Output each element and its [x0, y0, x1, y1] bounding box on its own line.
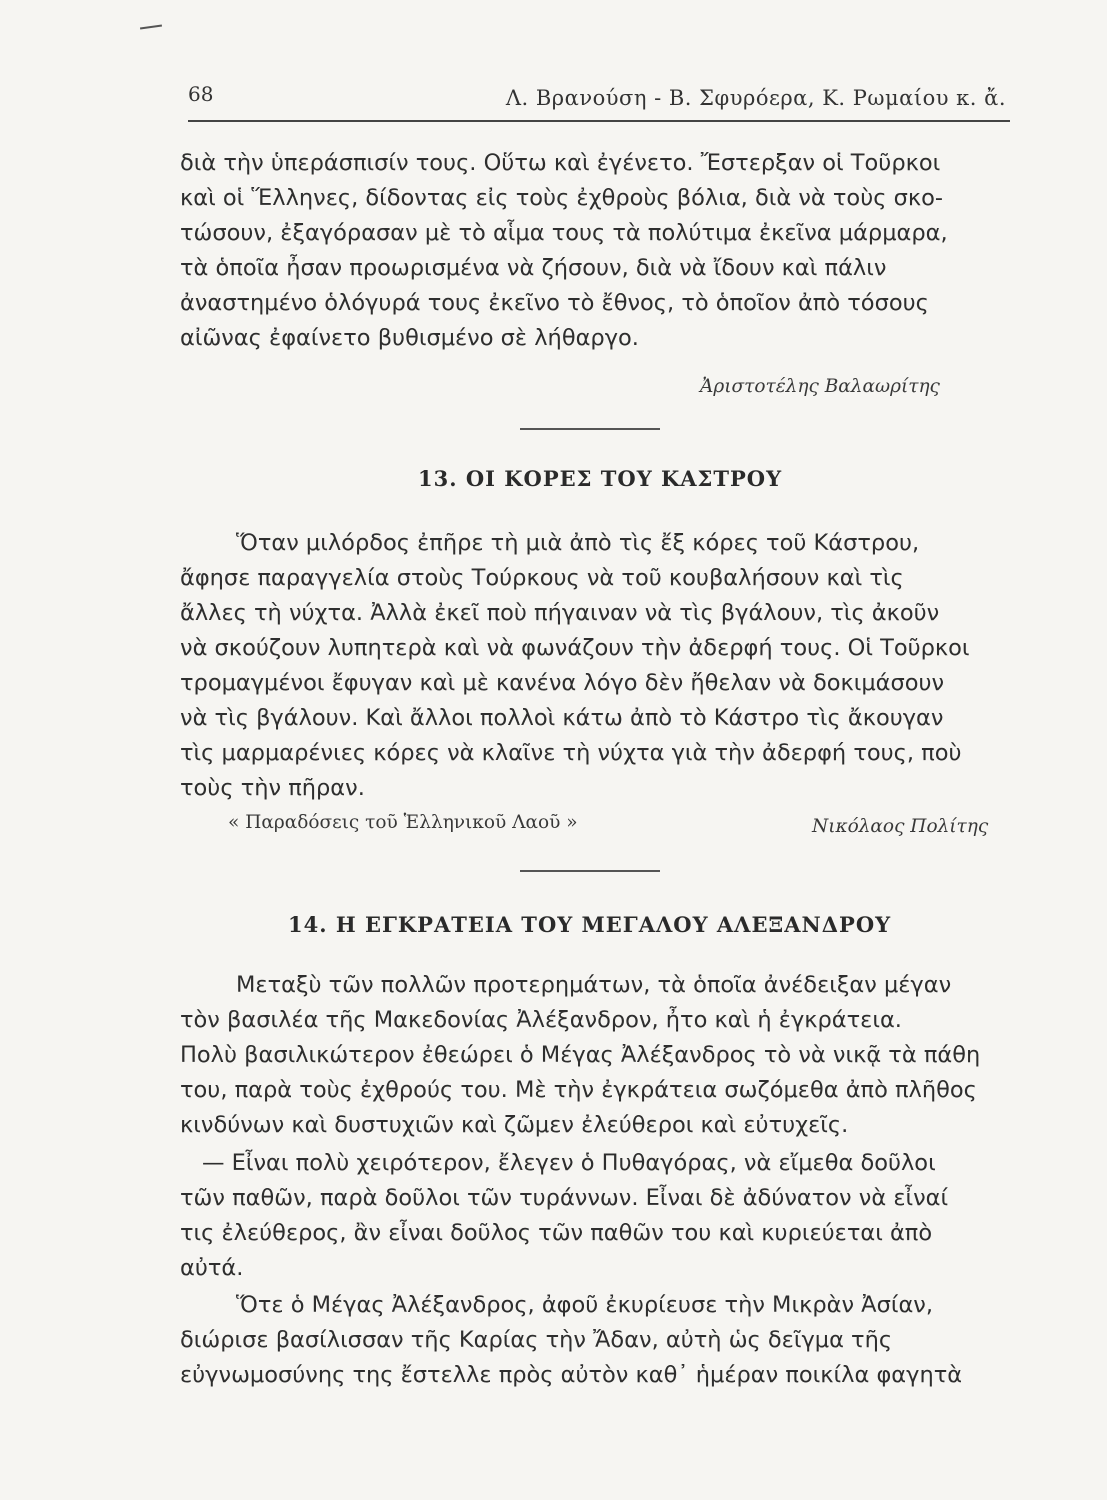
text-line: καὶ οἱ Ἕλληνες, δίδοντας εἰς τοὺς ἐχθροὺς βόλια, διὰ νὰ τοὺς σκο- [180, 185, 943, 211]
text-line: τὸν βασιλέα τῆς Μακεδονίας Ἀλέξανδρον, ἦτο καὶ ἡ ἐγκράτεια. [180, 1007, 902, 1033]
section-title: 14. Η ΕΓΚΡΑΤΕΙΑ ΤΟΥ ΜΕΓΑΛΟΥ ΑΛΕΞΑΝΔΡΟΥ [288, 912, 892, 937]
page-number: 68 [188, 82, 214, 106]
text-line: τώσουν, ἐξαγόρασαν μὲ τὸ αἷμα τους τὰ πολύτιμα ἐκεῖνα μάρμαρα, [180, 220, 948, 246]
section-divider [520, 870, 660, 872]
header-authors: Λ. Βρανούση - Β. Σφυρόερα, Κ. Ρωμαίου κ. ἄ. [505, 86, 1006, 110]
author-signature: Νικόλαος Πολίτης [812, 816, 989, 837]
text-line: αἰῶνας ἐφαίνετο βυθισμένο σὲ λήθαργο. [180, 325, 639, 351]
text-line: τὶς μαρμαρένιες κόρες νὰ κλαῖνε τὴ νύχτα γιὰ τὴν ἀδερφή τους, ποὺ [180, 740, 962, 766]
text-line: του, παρὰ τοὺς ἐχθρούς του. Μὲ τὴν ἐγκράτεια σωζόμεθα ἀπὸ πλῆθος [180, 1077, 977, 1103]
text-line: Μεταξὺ τῶν πολλῶν προτερημάτων, τὰ ὁποῖα ἀνέδειξαν μέγαν [236, 972, 952, 998]
running-header [188, 82, 1010, 122]
text-line: διώρισε βασίλισσαν τῆς Καρίας τὴν Ἄδαν, αὐτὴ ὡς δεῖγμα τῆς [180, 1327, 893, 1353]
text-line: τις ἐλεύθερος, ἂν εἶναι δοῦλος τῶν παθῶν του καὶ κυριεύεται ἀπὸ [180, 1220, 933, 1246]
text-line: ἄφησε παραγγελία στοὺς Τούρκους νὰ τοῦ κουβαλήσουν καὶ τὶς [180, 565, 904, 591]
text-line: νὰ σκούζουν λυπητερὰ καὶ νὰ φωνάζουν τὴν ἀδερφή τους. Οἱ Τοῦρκοι [180, 635, 970, 661]
source-note: « Παραδόσεις τοῦ Ἑλληνικοῦ Λαοῦ » [228, 812, 578, 833]
author-signature: Ἀριστοτέλης Βαλαωρίτης [700, 376, 940, 397]
text-line: τοὺς τὴν πῆραν. [180, 775, 365, 801]
text-line: Ὅταν μιλόρδος ἐπῆρε τὴ μιὰ ἀπὸ τὶς ἔξ κόρες τοῦ Κάστρου, [236, 530, 920, 556]
text-line: τὰ ὁποῖα ἦσαν προωρισμένα νὰ ζήσουν, διὰ νὰ ἴδουν καὶ πάλιν [180, 255, 887, 281]
text-line: αὐτά. [180, 1255, 244, 1281]
section-divider [520, 428, 660, 430]
text-line: εὐγνωμοσύνης της ἔστελλε πρὸς αὐτὸν καθ᾽ ἡμέραν ποικίλα φαγητὰ [180, 1362, 963, 1388]
text-line: τρομαγμένοι ἔφυγαν καὶ μὲ κανένα λόγο δὲν ἤθελαν νὰ δοκιμάσουν [180, 670, 945, 696]
text-line: — Εἶναι πολὺ χειρότερον, ἔλεγεν ὁ Πυθαγόρας, νὰ εἴμεθα δοῦλοι [202, 1150, 936, 1176]
text-line: ἀναστημένο ὁλόγυρά τους ἐκεῖνο τὸ ἔθνος, τὸ ὁποῖον ἀπὸ τόσους [180, 290, 929, 316]
text-line: ἄλλες τὴ νύχτα. Ἀλλὰ ἐκεῖ ποὺ πήγαιναν νὰ τὶς βγάλουν, τὶς ἀκοῦν [180, 600, 940, 626]
text-line: κινδύνων καὶ δυστυχιῶν καὶ ζῶμεν ἐλεύθεροι καὶ εὐτυχεῖς. [180, 1112, 849, 1138]
text-line: νὰ τὶς βγάλουν. Καὶ ἄλλοι πολλοὶ κάτω ἀπὸ τὸ Κάστρο τὶς ἄκουγαν [180, 705, 944, 731]
header-rule [188, 120, 1010, 122]
text-line: Πολὺ βασιλικώτερον ἐθεώρει ὁ Μέγας Ἀλέξανδρος τὸ νὰ νικᾷ τὰ πάθη [180, 1042, 981, 1068]
section-title: 13. ΟΙ ΚΟΡΕΣ ΤΟΥ ΚΑΣΤΡΟΥ [418, 466, 783, 491]
text-line: Ὅτε ὁ Μέγας Ἀλέξανδρος, ἀφοῦ ἐκυρίευσε τὴν Μικρὰν Ἀσίαν, [236, 1292, 933, 1318]
text-line: διὰ τὴν ὑπεράσπισίν τους. Οὕτω καὶ ἐγένετο. Ἔστερξαν οἱ Τοῦρκοι [180, 150, 941, 176]
text-line: τῶν παθῶν, παρὰ δοῦλοι τῶν τυράννων. Εἶναι δὲ ἀδύνατον νὰ εἶναί [180, 1185, 949, 1211]
stray-pen-mark [140, 24, 162, 29]
